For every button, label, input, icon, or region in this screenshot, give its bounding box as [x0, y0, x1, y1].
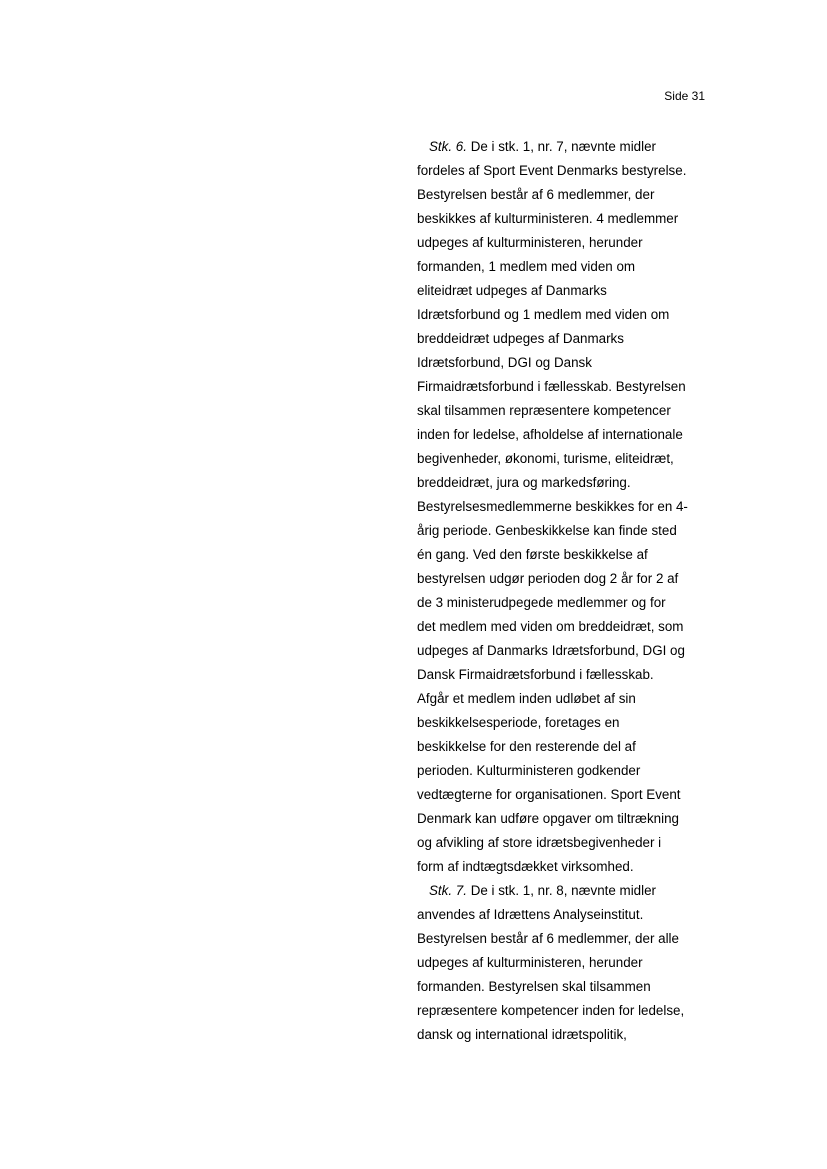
text-line: udpeges af Danmarks Idrætsforbund, DGI og [417, 643, 685, 658]
text-line: årig periode. Genbeskikkelse kan finde sted [417, 523, 677, 538]
text-line: Afgår et medlem inden udløbet af sin [417, 691, 636, 706]
body-text [417, 135, 717, 1047]
text-line: anvendes af Idrættens Analyseinstitut. [417, 907, 644, 922]
text-line: formanden. Bestyrelsen skal tilsammen [417, 979, 651, 994]
section-label: Stk. 6. [429, 139, 467, 154]
text-line: perioden. Kulturministeren godkender [417, 763, 641, 778]
text-line: Denmark kan udføre opgaver om tiltrækning [417, 811, 679, 826]
text-line: breddeidræt, jura og markedsføring. [417, 475, 631, 490]
text-line: én gang. Ved den første beskikkelse af [417, 547, 648, 562]
text-line: fordeles af Sport Event Denmarks bestyrelse. [417, 163, 687, 178]
text-line: Idrætsforbund, DGI og Dansk [417, 355, 592, 370]
text-line: vedtægterne for organisationen. Sport Event [417, 787, 681, 802]
page-number: Side 31 [664, 89, 705, 103]
text-line: beskikkelsesperiode, foretages en [417, 715, 620, 730]
text-line: bestyrelsen udgør perioden dog 2 år for 2 af [417, 571, 679, 586]
text-line: udpeges af kulturministeren, herunder [417, 235, 643, 250]
text-line: eliteidræt udpeges af Danmarks [417, 283, 607, 298]
text-line: begivenheder, økonomi, turisme, eliteidræt, [417, 451, 674, 466]
text-line: Bestyrelsen består af 6 medlemmer, der alle [417, 931, 679, 946]
text-line: udpeges af kulturministeren, herunder [417, 955, 643, 970]
text-line: det medlem med viden om breddeidræt, som [417, 619, 684, 634]
text-line: Bestyrelsesmedlemmerne beskikkes for en 4- [417, 499, 688, 514]
text-line: Bestyrelsen består af 6 medlemmer, der [417, 187, 655, 202]
section-label: Stk. 7. [429, 883, 467, 898]
text-line: Stk. 7. De i stk. 1, nr. 8, nævnte midler [429, 883, 656, 898]
text-line: Idrætsforbund og 1 medlem med viden om [417, 307, 670, 322]
text-line: breddeidræt udpeges af Danmarks [417, 331, 624, 346]
text-line: Stk. 6. De i stk. 1, nr. 7, nævnte midler [429, 139, 656, 154]
text-line: Dansk Firmaidrætsforbund i fællesskab. [417, 667, 654, 682]
text-line: form af indtægtsdækket virksomhed. [417, 859, 634, 874]
text-line: repræsentere kompetencer inden for ledelse, [417, 1003, 685, 1018]
text-line: Firmaidrætsforbund i fællesskab. Bestyrelsen [417, 379, 686, 394]
text-line: inden for ledelse, afholdelse af internationale [417, 427, 683, 442]
text-line: de 3 ministerudpegede medlemmer og for [417, 595, 666, 610]
text-line: dansk og international idrætspolitik, [417, 1027, 627, 1042]
text-line: og afvikling af store idrætsbegivenheder i [417, 835, 662, 850]
text-line: skal tilsammen repræsentere kompetencer [417, 403, 671, 418]
text-line: formanden, 1 medlem med viden om [417, 259, 636, 274]
text-line: beskikkelse for den resterende del af [417, 739, 636, 754]
text-line: beskikkes af kulturministeren. 4 medlemmer [417, 211, 679, 226]
paragraph-stk-7 [417, 879, 717, 1047]
paragraph-stk-6 [417, 135, 717, 879]
